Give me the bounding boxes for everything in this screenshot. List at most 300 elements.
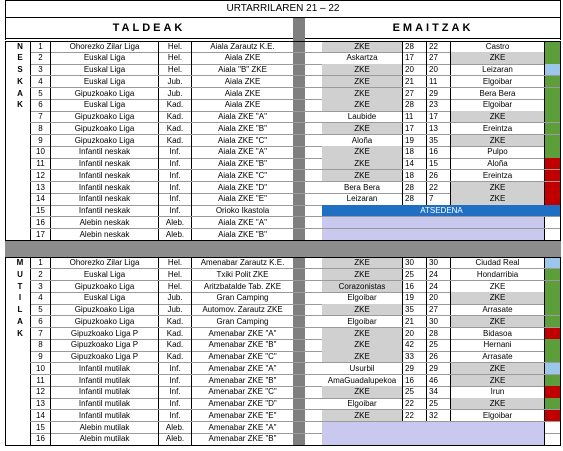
- row-number: 16: [30, 217, 50, 229]
- away-score: 22: [426, 41, 450, 53]
- result-indicator: [544, 111, 561, 123]
- row-number: 2: [30, 269, 50, 281]
- result-indicator: [544, 229, 561, 241]
- home-team: ZKE: [322, 257, 402, 269]
- result-indicator: [544, 217, 561, 229]
- away-score: 26: [426, 170, 450, 182]
- empty-result: [322, 217, 544, 229]
- away-score: 24: [426, 269, 450, 281]
- category: Inf.: [158, 193, 191, 205]
- team-name: Aiala Zarautz K.E.: [191, 41, 293, 53]
- row-number: 7: [30, 111, 50, 123]
- away-score: 34: [426, 386, 450, 398]
- home-team: Leizaran: [346, 194, 378, 204]
- category: Inf.: [158, 386, 191, 398]
- home-team: Aloña: [351, 135, 373, 145]
- empty-result: [322, 422, 544, 434]
- home-score: 30: [402, 257, 426, 269]
- empty-result: [322, 229, 544, 241]
- row-number: 3: [30, 281, 50, 293]
- result-indicator: [544, 269, 561, 281]
- category: Kad.: [158, 99, 191, 111]
- home-team: Elgoibar: [347, 293, 377, 303]
- left-border: [5, 257, 6, 445]
- home-score: 16: [402, 281, 426, 293]
- league-name: Infantil neskak: [50, 193, 158, 205]
- team-name: Amenabar ZKE "D": [191, 398, 293, 410]
- home-score: 22: [402, 398, 426, 410]
- away-score: 11: [426, 76, 450, 88]
- home-team: ZKE: [322, 351, 402, 363]
- home-team: AmaGuadalupekoa: [327, 375, 397, 385]
- league-name: Alebin neskak: [50, 229, 158, 241]
- league-name: Gipuzkoako Liga P: [50, 328, 158, 340]
- row-number: 16: [30, 433, 50, 445]
- away-score: 15: [426, 158, 450, 170]
- section-letter: A: [17, 88, 23, 98]
- result-indicator: [544, 52, 561, 64]
- away-score: 13: [426, 123, 450, 135]
- league-name: Gipuzkoako Liga: [50, 304, 158, 316]
- away-team: ZKE: [450, 363, 544, 375]
- home-score: 20: [402, 328, 426, 340]
- row-number: 15: [30, 422, 50, 434]
- league-name: Euskal Liga: [50, 64, 158, 76]
- league-name: Gipuzkoako Liga P: [50, 351, 158, 363]
- away-score: 20: [426, 64, 450, 76]
- row-number: 8: [30, 123, 50, 135]
- home-score: 25: [402, 269, 426, 281]
- league-name: Infantil mutilak: [50, 375, 158, 387]
- away-score: 30: [426, 316, 450, 328]
- away-score: 30: [426, 257, 450, 269]
- league-name: Euskal Liga: [50, 292, 158, 304]
- home-team: ZKE: [322, 386, 402, 398]
- home-team: ZKE: [322, 123, 402, 135]
- league-name: Infantil neskak: [50, 158, 158, 170]
- category: Hel.: [158, 269, 191, 281]
- category: Inf.: [158, 398, 191, 410]
- row-number: 6: [30, 99, 50, 111]
- league-name: Euskal Liga: [50, 52, 158, 64]
- category: Inf.: [158, 158, 191, 170]
- away-team: Elgoibar: [450, 99, 544, 111]
- league-name: Infantil mutilak: [50, 363, 158, 375]
- team-name: Gran Camping: [191, 316, 293, 328]
- row-number: 9: [30, 351, 50, 363]
- home-team: ZKE: [322, 170, 402, 182]
- team-name: Automov. Zarautz ZKE: [191, 304, 293, 316]
- home-team: ZKE: [322, 88, 402, 100]
- away-score: 28: [426, 328, 450, 340]
- home-team: Elgoibar: [347, 316, 377, 326]
- team-name: Aiala ZKE "B": [191, 123, 293, 135]
- team-name: Aiala ZKE "A": [191, 146, 293, 158]
- away-score: 25: [426, 339, 450, 351]
- result-indicator: [544, 281, 561, 293]
- away-score: 29: [426, 363, 450, 375]
- away-team: Arrasate: [450, 304, 544, 316]
- away-team: Arrasate: [450, 351, 544, 363]
- result-indicator: [544, 339, 561, 351]
- row-number: 6: [30, 316, 50, 328]
- away-score: 17: [426, 111, 450, 123]
- league-name: Infantil mutilak: [50, 386, 158, 398]
- frame-left: [5, 0, 6, 40]
- away-score: 32: [426, 410, 450, 422]
- category: Jub.: [158, 88, 191, 100]
- results-header: EMAITZAK: [392, 22, 474, 34]
- category: Kad.: [158, 111, 191, 123]
- league-name: Ohorezko Zilar Liga: [50, 257, 158, 269]
- section-letter: A: [17, 316, 23, 326]
- home-score: 21: [402, 76, 426, 88]
- away-score: 26: [426, 351, 450, 363]
- category: Aleb.: [158, 217, 191, 229]
- row-number: 5: [30, 88, 50, 100]
- row-number: 11: [30, 158, 50, 170]
- team-name: Aiala ZKE "A": [191, 111, 293, 123]
- row-number: 9: [30, 135, 50, 147]
- category: Aleb.: [158, 422, 191, 434]
- home-team: ZKE: [322, 410, 402, 422]
- away-team: Bera Bera: [450, 88, 544, 100]
- away-score: 27: [426, 52, 450, 64]
- league-name: Gipuzkoako Liga: [50, 281, 158, 293]
- home-team: ZKE: [322, 158, 402, 170]
- home-team: ZKE: [322, 146, 402, 158]
- away-team: Castro: [450, 41, 544, 53]
- team-name: Aiala ZKE "D": [191, 182, 293, 194]
- home-team: ZKE: [322, 41, 402, 53]
- result-indicator: [544, 328, 561, 340]
- away-score: 29: [426, 88, 450, 100]
- category: Hel.: [158, 257, 191, 269]
- league-name: Infantil neskak: [50, 205, 158, 217]
- away-score: 35: [426, 135, 450, 147]
- section-top-line: [5, 257, 561, 258]
- category: Kad.: [158, 123, 191, 135]
- row-number: 3: [30, 64, 50, 76]
- teams-header: TALDEAK: [112, 22, 186, 34]
- category: Hel.: [158, 64, 191, 76]
- row-number: 8: [30, 339, 50, 351]
- team-name: Aiala ZKE "E": [191, 193, 293, 205]
- away-team: Aloña: [450, 158, 544, 170]
- left-border: [5, 41, 6, 241]
- league-name: Alebin neskak: [50, 217, 158, 229]
- away-team: ZKE: [450, 316, 544, 328]
- home-team: Elgoibar: [347, 399, 377, 408]
- away-team: Leizaran: [450, 64, 544, 76]
- team-name: Aiala ZKE: [191, 88, 293, 100]
- team-name: Orioko Ikastola: [191, 205, 293, 217]
- team-name: Amenabar ZKE "B": [191, 375, 293, 387]
- home-score: 19: [402, 292, 426, 304]
- result-indicator: [544, 193, 561, 205]
- category: Inf.: [158, 170, 191, 182]
- result-indicator: [544, 375, 561, 387]
- team-name: Amenabar ZKE "E": [191, 410, 293, 422]
- home-team: ZKE: [322, 99, 402, 111]
- section-bottom-line: [5, 445, 561, 446]
- team-name: Amenabar ZKE "A": [191, 422, 293, 434]
- row-number: 4: [30, 76, 50, 88]
- section-letter: N: [17, 41, 23, 51]
- away-score: 16: [426, 146, 450, 158]
- league-name: Alebin mutilak: [50, 422, 158, 434]
- home-score: 25: [402, 386, 426, 398]
- category: Aleb.: [158, 229, 191, 241]
- result-indicator: [544, 76, 561, 88]
- row-number: 10: [30, 363, 50, 375]
- home-score: 28: [402, 193, 426, 205]
- team-name: Aiala ZKE: [191, 99, 293, 111]
- team-name: Gran Camping: [191, 292, 293, 304]
- away-team: Hernani: [450, 339, 544, 351]
- home-score: 17: [402, 52, 426, 64]
- result-indicator: [544, 158, 561, 170]
- category: Inf.: [158, 410, 191, 422]
- team-name: Aiala ZKE "C": [191, 170, 293, 182]
- away-team: Elgoibar: [450, 76, 544, 88]
- result-indicator: [544, 386, 561, 398]
- row-number: 1: [30, 257, 50, 269]
- empty-result: [322, 433, 544, 445]
- page-title: URTARRILAREN 21 – 22: [226, 3, 340, 14]
- league-name: Ohorezko Zilar Liga: [50, 41, 158, 53]
- row-number: 17: [30, 229, 50, 241]
- row-number: 4: [30, 292, 50, 304]
- team-name: Aiala ZKE: [191, 76, 293, 88]
- home-score: 28: [402, 182, 426, 194]
- section-letter: K: [17, 76, 23, 86]
- category: Inf.: [158, 205, 191, 217]
- row-number: 14: [30, 410, 50, 422]
- away-score: 7: [426, 193, 450, 205]
- category: Kad.: [158, 328, 191, 340]
- team-name: Aiala ZKE "B": [191, 229, 293, 241]
- away-team: ZKE: [450, 135, 544, 147]
- away-team: Elgoibar: [450, 410, 544, 422]
- home-score: 35: [402, 304, 426, 316]
- section-letter: K: [17, 328, 23, 338]
- section-letter: M: [16, 258, 24, 267]
- result-indicator: [544, 123, 561, 135]
- away-team: Ereintza: [450, 170, 544, 182]
- row-number: 12: [30, 386, 50, 398]
- home-score: 22: [402, 410, 426, 422]
- home-team: Askartza: [346, 53, 378, 63]
- home-score: 33: [402, 351, 426, 363]
- row-number: 15: [30, 205, 50, 217]
- home-team: ZKE: [322, 64, 402, 76]
- league-name: Gipuzkoako Liga: [50, 135, 158, 147]
- category: Inf.: [158, 146, 191, 158]
- team-name: Aiala ZKE: [191, 52, 293, 64]
- section-letter: U: [17, 269, 23, 279]
- result-indicator: [544, 398, 561, 410]
- away-score: 22: [426, 182, 450, 194]
- team-name: Aiala ZKE "C": [191, 135, 293, 147]
- away-team: ZKE: [450, 193, 544, 205]
- right-border: [560, 257, 561, 445]
- category: Inf.: [158, 363, 191, 375]
- team-name: Aiala ZKE "B": [191, 158, 293, 170]
- away-team: ZKE: [450, 398, 544, 410]
- result-indicator: [544, 351, 561, 363]
- team-name: Amenabar ZKE "A": [191, 328, 293, 340]
- section-letter: E: [17, 53, 23, 63]
- home-team: Corazonistas: [322, 281, 402, 293]
- result-indicator: [544, 422, 561, 434]
- result-indicator: [544, 304, 561, 316]
- team-name: Txiki Polit ZKE: [191, 269, 293, 281]
- row-number: 10: [30, 146, 50, 158]
- home-score: 29: [402, 363, 426, 375]
- category: Inf.: [158, 375, 191, 387]
- category: Jub.: [158, 304, 191, 316]
- home-score: 16: [402, 375, 426, 387]
- result-indicator: [544, 292, 561, 304]
- league-name: Infantil neskak: [50, 170, 158, 182]
- home-team: Usurbil: [349, 363, 375, 373]
- home-score: 11: [402, 111, 426, 123]
- category: Inf.: [158, 182, 191, 194]
- away-team: ZKE: [450, 182, 544, 194]
- row-number: 12: [30, 170, 50, 182]
- category: Kad.: [158, 351, 191, 363]
- league-name: Gipuzkoako Liga: [50, 111, 158, 123]
- away-team: ZKE: [450, 52, 544, 64]
- away-team: Irun: [450, 386, 544, 398]
- category: Hel.: [158, 41, 191, 53]
- league-name: Gipuzkoako Liga P: [50, 339, 158, 351]
- category: Jub.: [158, 76, 191, 88]
- home-team: ZKE: [322, 269, 402, 281]
- section-top-line: [5, 41, 561, 42]
- home-team: Laubide: [347, 112, 377, 121]
- result-indicator: [544, 316, 561, 328]
- category: Hel.: [158, 281, 191, 293]
- home-score: 42: [402, 339, 426, 351]
- away-team: ZKE: [450, 281, 544, 293]
- frame-top: [5, 0, 561, 1]
- right-border: [560, 41, 561, 241]
- category: Kad.: [158, 135, 191, 147]
- away-score: 25: [426, 398, 450, 410]
- result-indicator: [544, 99, 561, 111]
- result-indicator: [544, 433, 561, 445]
- section-letter: I: [18, 293, 22, 303]
- result-indicator: [544, 41, 561, 53]
- league-name: Gipuzkoako Liga: [50, 88, 158, 100]
- league-name: Gipuzkoako Liga: [50, 316, 158, 328]
- result-indicator: [544, 257, 561, 269]
- home-score: 18: [402, 146, 426, 158]
- away-score: 24: [426, 281, 450, 293]
- category: Jub.: [158, 292, 191, 304]
- away-score: 46: [426, 375, 450, 387]
- home-team: ZKE: [322, 304, 402, 316]
- result-indicator: [544, 182, 561, 194]
- away-team: ZKE: [450, 111, 544, 123]
- section-letter: T: [17, 281, 23, 291]
- section-separator-band: [5, 241, 561, 257]
- home-score: 20: [402, 64, 426, 76]
- away-score: 27: [426, 304, 450, 316]
- section-letter: S: [17, 65, 23, 74]
- result-indicator: [544, 146, 561, 158]
- league-name: Alebin mutilak: [50, 433, 158, 445]
- away-team: Ciudad Real: [450, 257, 544, 269]
- result-indicator: [544, 410, 561, 422]
- result-indicator: [544, 135, 561, 147]
- team-name: Aiala ZKE "A": [191, 217, 293, 229]
- result-indicator: [544, 88, 561, 100]
- row-number: 13: [30, 398, 50, 410]
- team-name: Amenabar Zarautz K.E.: [191, 257, 293, 269]
- row-number: 13: [30, 182, 50, 194]
- home-score: 21: [402, 316, 426, 328]
- away-team: Hondarribia: [450, 269, 544, 281]
- away-team: ZKE: [450, 375, 544, 387]
- row-number: 2: [30, 52, 50, 64]
- team-name: Aritzbatalde Tab. ZKE: [191, 281, 293, 293]
- team-name: Amenabar ZKE "C": [191, 386, 293, 398]
- rest-label: ATSEDENA: [322, 205, 561, 217]
- result-indicator: [544, 363, 561, 375]
- league-name: Euskal Liga: [50, 99, 158, 111]
- home-score: 28: [402, 99, 426, 111]
- category: Aleb.: [158, 433, 191, 445]
- home-score: 28: [402, 41, 426, 53]
- league-name: Infantil neskak: [50, 146, 158, 158]
- result-indicator: [544, 64, 561, 76]
- row-number: 14: [30, 193, 50, 205]
- away-score: 23: [426, 99, 450, 111]
- category: Kad.: [158, 316, 191, 328]
- header-divider: [5, 38, 561, 39]
- home-score: 17: [402, 123, 426, 135]
- row-number: 5: [30, 304, 50, 316]
- home-score: 27: [402, 88, 426, 100]
- league-name: Infantil neskak: [50, 182, 158, 194]
- row-number: 7: [30, 328, 50, 340]
- home-team: ZKE: [322, 328, 402, 340]
- team-name: Amenabar ZKE "B": [191, 339, 293, 351]
- away-score: 20: [426, 292, 450, 304]
- frame-right: [560, 0, 561, 40]
- away-team: Pulpo: [450, 146, 544, 158]
- home-score: 19: [402, 135, 426, 147]
- row-number: 11: [30, 375, 50, 387]
- league-name: Infantil mutilak: [50, 410, 158, 422]
- away-team: Ereintza: [450, 123, 544, 135]
- home-score: 14: [402, 158, 426, 170]
- home-team: ZKE: [322, 76, 402, 88]
- row-number: 1: [30, 41, 50, 53]
- league-name: Euskal Liga: [50, 76, 158, 88]
- away-team: ZKE: [450, 292, 544, 304]
- team-name: Aiala "B" ZKE: [191, 64, 293, 76]
- team-name: Amenabar ZKE "A": [191, 363, 293, 375]
- home-score: 18: [402, 170, 426, 182]
- category: Hel.: [158, 52, 191, 64]
- league-name: Euskal Liga: [50, 269, 158, 281]
- section-letter: L: [17, 305, 23, 314]
- home-team: Bera Bera: [343, 182, 381, 192]
